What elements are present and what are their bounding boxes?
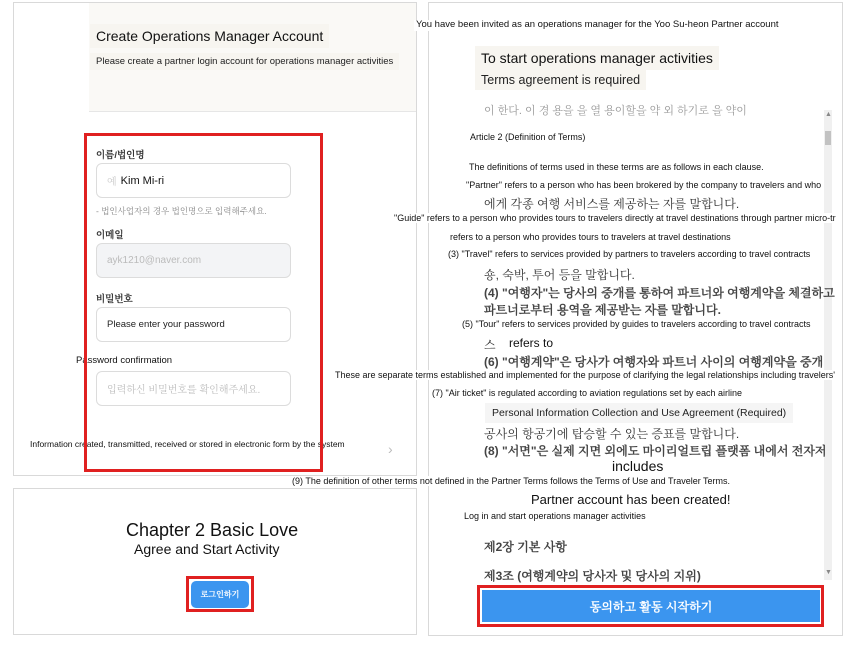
travel-definition-ko: 숑, 숙박, 투어 등을 말합니다. [484,268,635,282]
partner-definition-ko: 에게 각종 여행 서비스를 제공하는 자를 말합니다. [484,197,740,211]
chevron-right-icon[interactable]: › [388,441,393,457]
password-label: 비밀번호 [96,294,133,305]
privacy-agreement-title: Personal Information Collection and Use Agreement (Required) [485,403,793,423]
air-ticket-ko: 공사의 항공기에 탑승할 수 있는 증표를 말합니다. [484,427,740,441]
login-button[interactable]: 로그인하기 [191,581,249,608]
document-definition-ko: (8) "서면"은 실제 지면 외에도 마이리얼트립 플랫폼 내에서 전자저 [484,444,827,458]
contract-definition-ko: (6) "여행계약"은 당사가 여행자와 파트너 사이의 여행계약을 중개 [484,355,824,369]
refers-to-prefix: 스 [484,338,496,352]
air-ticket-definition: (7) "Air ticket" is regulated according to aviation regulations set by each airline [432,388,743,398]
invite-text: You have been invited as an operations manager for the Yoo Su-heon Partner account [416,19,779,30]
scroll-down-icon[interactable]: ▼ [825,569,832,576]
separate-terms-text: These are separate terms established and implemented for the purpose of clarifying the legal relationships including travelers' [335,370,835,380]
footer-notice: Information created, transmitted, received or stored in electronic form by the system [30,439,345,449]
password-confirm-input[interactable]: 입력하신 비밀번호를 확인해주세요. [96,371,291,406]
account-created-text: Partner account has been created! [531,492,731,507]
email-label: 이메일 [96,230,124,241]
login-start-text: Log in and start operations manager activities [464,511,646,521]
travel-definition: (3) "Travel" refers to services provided by partners to travelers according to travel contracts [448,249,811,259]
definitions-intro: The definitions of terms used in these terms are as follows in each clause. [469,162,764,172]
article-3-title-ko: 제3조 (여행계약의 당사자 및 당사의 지위) [484,569,701,583]
email-field: ayk1210@naver.com [96,243,291,278]
traveler-definition-ko-1: (4) "여행자"는 당사의 중개를 통하여 파트너와 여행계약을 체결하고 [484,286,835,300]
guide-definition-2: refers to a person who provides tours to travelers at travel destinations [450,232,731,242]
page-subtitle: Please create a partner login account for operations manager activities [90,53,399,70]
name-hint: - 법인사업자의 경우 법인명으로 입력해주세요. [96,206,267,216]
terms-faded-line: 이 한다. 이 경 용을 을 열 용이할을 약 외 하기로 을 약이 [484,105,747,117]
tour-definition: (5) "Tour" refers to services provided by guides to travelers according to travel contracts [462,319,811,329]
article-2-title: Article 2 (Definition of Terms) [470,132,586,142]
name-prefix: 예 [107,177,117,188]
terms-heading: To start operations manager activities [475,46,719,70]
name-input[interactable] [96,163,291,198]
guide-definition: "Guide" refers to a person who provides tours to travelers directly at travel destinations through partner micro-tr [394,213,836,223]
scroll-up-icon[interactable]: ▲ [825,111,832,118]
refers-to-text: refers to [509,336,554,350]
header-divider [89,111,416,112]
name-label: 이름/법인명 [96,150,145,161]
other-terms-text: (9) The definition of other terms not defined in the Partner Terms follows the Terms of Use and Traveler Terms. [292,476,731,486]
chapter-2-title-ko: 제2장 기본 사항 [484,540,567,554]
includes-text: includes [612,458,664,474]
scroll-thumb[interactable] [825,131,831,145]
password-input[interactable]: Please enter your password [96,307,291,342]
terms-scrollbar[interactable] [824,110,832,580]
agree-start-heading: Agree and Start Activity [134,541,280,557]
page-title: Create Operations Manager Account [90,24,329,48]
agree-start-button[interactable]: 동의하고 활동 시작하기 [482,590,820,622]
partner-definition: "Partner" refers to a person who has been brokered by the company to travelers and who [466,180,822,190]
terms-subheading: Terms agreement is required [475,70,646,90]
name-value: Kim Mi-ri [120,174,165,187]
activity-card [13,488,417,635]
traveler-definition-ko-2: 파트너로부터 용역을 제공받는 자를 말합니다. [484,303,721,317]
password-confirm-label: Password confirmation [76,355,173,366]
chapter-heading: Chapter 2 Basic Love [126,520,299,540]
